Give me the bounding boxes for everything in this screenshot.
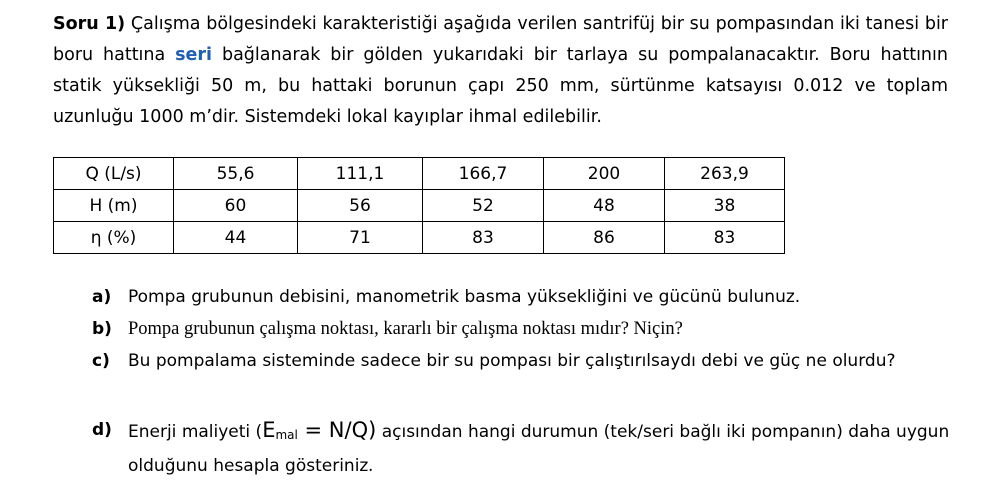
question-letter: d)	[92, 420, 112, 440]
table-cell: 200	[544, 158, 665, 190]
energy-cost-symbol: E	[262, 418, 276, 442]
question-letter: c)	[92, 351, 110, 371]
table-cell: 263,9	[665, 158, 785, 190]
table-row-q	[54, 158, 785, 190]
problem-text-2: bağlanarak bir gölden yukarıdaki bir tarlaya su pompalanacaktır. Boru hattının statik yüksekliği 50 m, bu hattaki borunun çapı 250 mm, sürtünme katsayısı 0.012 ve toplam uzunluğu 1000 m’dir. Sistemdeki lokal kayıplar ihmal edilebilir.	[53, 45, 948, 127]
question-d-text-1: Enerji maliyeti (	[128, 422, 263, 442]
table-cell: 38	[665, 190, 785, 222]
table-cell: 52	[423, 190, 544, 222]
row-label-h: H (m)	[54, 190, 174, 222]
question-b	[92, 314, 952, 345]
table-cell: 83	[665, 222, 785, 254]
question-d	[92, 415, 952, 482]
table-row-h	[54, 190, 785, 222]
question-d-dot: .	[368, 456, 373, 476]
question-text: Bu pompalama sisteminde sadece bir su pompası bir çalıştırılsaydı debi ve güç ne olurdu?	[128, 351, 896, 371]
table-cell: 71	[298, 222, 423, 254]
table-cell: 55,6	[174, 158, 298, 190]
seri-keyword: seri	[175, 45, 213, 65]
question-text: Pompa grubunun çalışma noktası, kararlı bir çalışma noktası mıdır? Niçin?	[128, 319, 683, 339]
problem-statement	[53, 9, 948, 133]
problem-label: Soru 1)	[53, 14, 126, 34]
question-letter: a)	[92, 287, 112, 307]
table-cell: 86	[544, 222, 665, 254]
table-cell: 111,1	[298, 158, 423, 190]
energy-cost-formula: = N/Q)	[297, 418, 377, 442]
question-c	[92, 346, 952, 377]
table-cell: 166,7	[423, 158, 544, 190]
row-label-eta: η (%)	[54, 222, 174, 254]
table-cell: 83	[423, 222, 544, 254]
row-label-q: Q (L/s)	[54, 158, 174, 190]
question-text: Pompa grubunun debisini, manometrik basma yüksekliğini ve gücünü bulunuz.	[128, 287, 801, 307]
problem-text-1: Çalışma bölgesindeki karakteristiği aşağıda verilen santrifüj bir su pompasından iki tanesi bir boru hattına	[53, 14, 948, 65]
table-cell: 56	[298, 190, 423, 222]
table-cell: 60	[174, 190, 298, 222]
question-text	[128, 415, 952, 482]
energy-cost-subscript: mal	[275, 428, 298, 442]
question-d-text-2: açısından hangi durumun (tek/seri bağlı iki pompanın) daha uygun olduğunu hesapla gösteriniz	[128, 422, 950, 476]
pump-characteristics-table	[53, 157, 785, 254]
question-a	[92, 282, 952, 313]
table-cell: 44	[174, 222, 298, 254]
question-letter: b)	[92, 319, 112, 339]
table-row-eta	[54, 222, 785, 254]
table-cell: 48	[544, 190, 665, 222]
